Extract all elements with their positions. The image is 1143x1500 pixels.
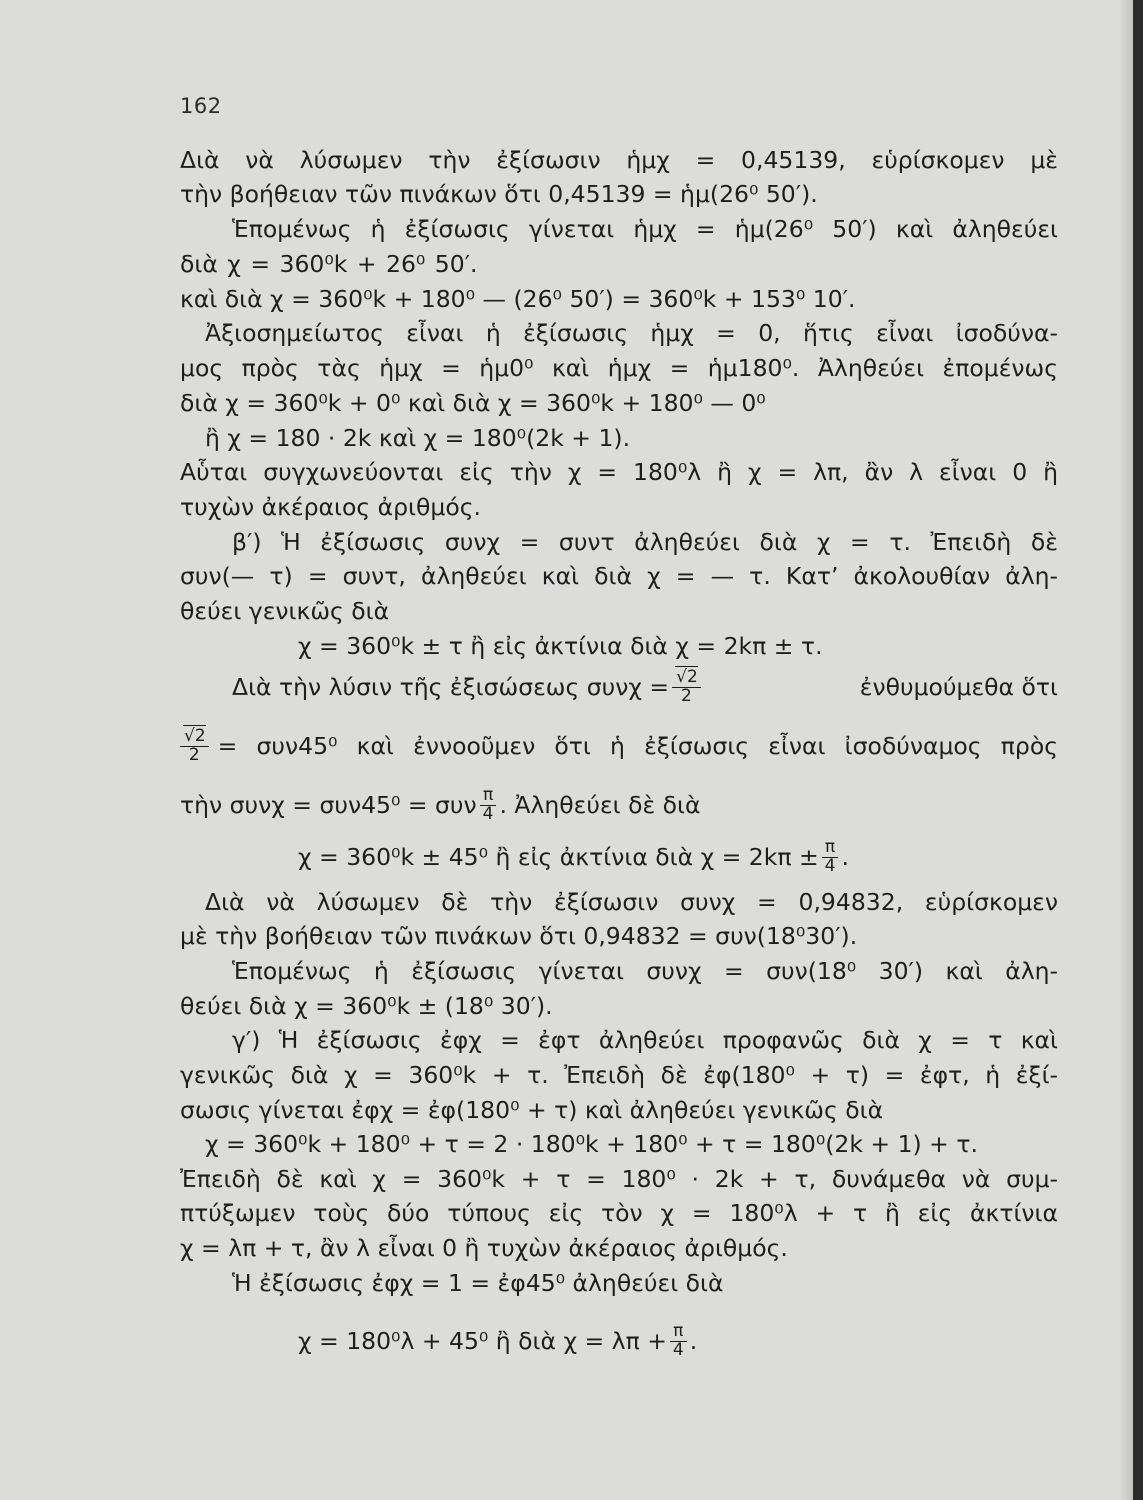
- fraction-sqrt2-over-2: [180, 728, 209, 765]
- page-number: 162: [180, 94, 222, 118]
- text-line: [180, 787, 700, 824]
- sqrt-radical: √2: [184, 726, 206, 746]
- fraction-denominator: 4: [482, 803, 494, 824]
- fraction-denominator: 4: [672, 1339, 684, 1360]
- text-line: γενικῶς διὰ χ = 360⁰k + τ. Ἐπειδὴ δὲ ἐφ(180⁰ + τ) = ἐφτ, ἡ ἐξί-: [180, 1061, 1058, 1089]
- text-line: τὴν βοήθειαν τῶν πινάκων ὅτι 0,45139 = ἡμ(26⁰ 50′).: [180, 180, 818, 208]
- trailing-dot: .: [841, 842, 849, 871]
- text-line: μος πρὸς τὰς ἡμχ = ἡμ0⁰ καὶ ἡμχ = ἡμ180⁰. Ἀληθεύει ἐπομένως: [180, 354, 1058, 382]
- text-line: [232, 669, 1058, 706]
- text-line: Ἀξιοσημείωτος εἶναι ἡ ἐξίσωσις ἡμχ = 0, ἥτις εἶναι ἰσοδύνα-: [205, 319, 1058, 347]
- text-line: θεύει γενικῶς διὰ: [180, 597, 390, 625]
- fraction-pi-over-4: [480, 787, 497, 824]
- equation-line: [298, 1323, 697, 1360]
- trailing-dot: .: [689, 1326, 698, 1355]
- sqrt-radical: √2: [676, 667, 698, 687]
- text-line: χ = λπ + τ, ἂν λ εἶναι 0 ἢ τυχὼν ἀκέραιος ἀριθμός.: [180, 1234, 788, 1262]
- fraction-pi-over-4: [670, 1323, 687, 1360]
- fraction-numerator: π: [480, 787, 497, 806]
- text-line: διὰ χ = 360⁰k + 26⁰ 50′.: [180, 250, 478, 278]
- text-segment: Διὰ τὴν λύσιν τῆς ἐξισώσεως συνχ =: [232, 672, 670, 701]
- equation-line: [298, 839, 849, 876]
- text-segment: = συν45⁰ καὶ ἐννοοῦμεν ὅτι ἡ ἐξίσωσις εἶναι ἰσοδύναμος πρὸς: [217, 731, 1058, 760]
- text-segment: . Ἀληθεύει δὲ διὰ: [499, 790, 701, 819]
- fraction-numerator: π: [670, 1323, 687, 1342]
- text-line: καὶ διὰ χ = 360⁰k + 180⁰ — (26⁰ 50′) = 360⁰k + 153⁰ 10′.: [180, 285, 856, 313]
- fraction-numerator: π: [822, 839, 839, 858]
- fraction-pi-over-4: [822, 839, 839, 876]
- text-line: Ἑπομένως ἡ ἐξίσωσις γίνεται συνχ = συν(18⁰ 30′) καὶ ἀλη-: [232, 957, 1058, 985]
- equation-line: χ = 360⁰k ± τ ἢ εἰς ἀκτίνια διὰ χ = 2kπ ± τ.: [298, 632, 823, 660]
- text-line: β′) Ἡ ἐξίσωσις συνχ = συντ ἀληθεύει διὰ χ = τ. Ἐπειδὴ δὲ: [232, 528, 1058, 556]
- page-edge-shadow: [1119, 0, 1133, 1500]
- text-line: Διὰ νὰ λύσωμεν δὲ τὴν ἐξίσωσιν συνχ = 0,94832, εὑρίσκομεν: [205, 888, 1058, 916]
- text-line: μὲ τὴν βοήθειαν τῶν πινάκων ὅτι 0,94832 = συν(18⁰30′).: [180, 922, 858, 950]
- fraction-denominator: 2: [681, 685, 692, 706]
- text-line: Διὰ νὰ λύσωμεν τὴν ἐξίσωσιν ἡμχ = 0,45139, εὑρίσκομεν μὲ: [180, 146, 1058, 174]
- fraction-denominator: 4: [824, 855, 836, 876]
- fraction-denominator: 2: [188, 744, 200, 765]
- text-line: θεύει διὰ χ = 360⁰k ± (18⁰ 30′).: [180, 992, 553, 1020]
- text-line: σωσις γίνεται ἐφχ = ἐφ(180⁰ + τ) καὶ ἀληθεύει γενικῶς διὰ: [180, 1096, 884, 1124]
- text-line: ἢ χ = 180 · 2k καὶ χ = 180⁰(2k + 1).: [205, 424, 631, 452]
- line-segment: [232, 669, 704, 706]
- text-line: Ἐπειδὴ δὲ καὶ χ = 360⁰k + τ = 180⁰ · 2k + τ, δυνάμεθα νὰ συμ-: [180, 1165, 1058, 1193]
- text-line: τυχὼν ἀκέραιος ἀριθμός.: [180, 493, 481, 521]
- text-line: [180, 728, 1058, 765]
- text-line: Ἑπομένως ἡ ἐξίσωσις γίνεται ἡμχ = ἡμ(26⁰ 50′) καὶ ἀληθεύει: [232, 215, 1058, 243]
- text-line: Αὗται συγχωνεύονται εἰς τὴν χ = 180⁰λ ἢ χ = λπ, ἂν λ εἶναι 0 ἢ: [180, 458, 1058, 486]
- text-segment: ἐνθυμούμεθα ὅτι: [859, 672, 1058, 701]
- text-line: διὰ χ = 360⁰k + 0⁰ καὶ διὰ χ = 360⁰k + 180⁰ — 0⁰: [180, 389, 766, 417]
- text-line: γ′) Ἡ ἐξίσωσις ἐφχ = ἐφτ ἀληθεύει προφανῶς διὰ χ = τ καὶ: [232, 1026, 1058, 1054]
- text-segment: χ = 360⁰k ± 45⁰ ἢ εἰς ἀκτίνια διὰ χ = 2kπ ±: [298, 842, 819, 871]
- equation-line: χ = 360⁰k + 180⁰ + τ = 2 · 180⁰k + 180⁰ + τ = 180⁰(2k + 1) + τ.: [205, 1130, 978, 1158]
- fraction-sqrt2-over-2: [672, 669, 701, 706]
- text-line: Ἡ ἐξίσωσις ἐφχ = 1 = ἐφ45⁰ ἀληθεύει διὰ: [232, 1269, 724, 1297]
- text-line: συν(— τ) = συντ, ἀληθεύει καὶ διὰ χ = — τ. Κατ’ ἀκολουθίαν ἀλη-: [180, 562, 1058, 590]
- text-segment: τὴν συνχ = συν45⁰ = συν: [180, 790, 477, 819]
- text-segment: χ = 180⁰λ + 45⁰ ἢ διὰ χ = λπ +: [298, 1326, 667, 1355]
- page-edge: [1133, 0, 1143, 1500]
- text-line: πτύξωμεν τοὺς δύο τύπους εἰς τὸν χ = 180⁰λ + τ ἢ εἰς ἀκτίνια: [180, 1199, 1058, 1227]
